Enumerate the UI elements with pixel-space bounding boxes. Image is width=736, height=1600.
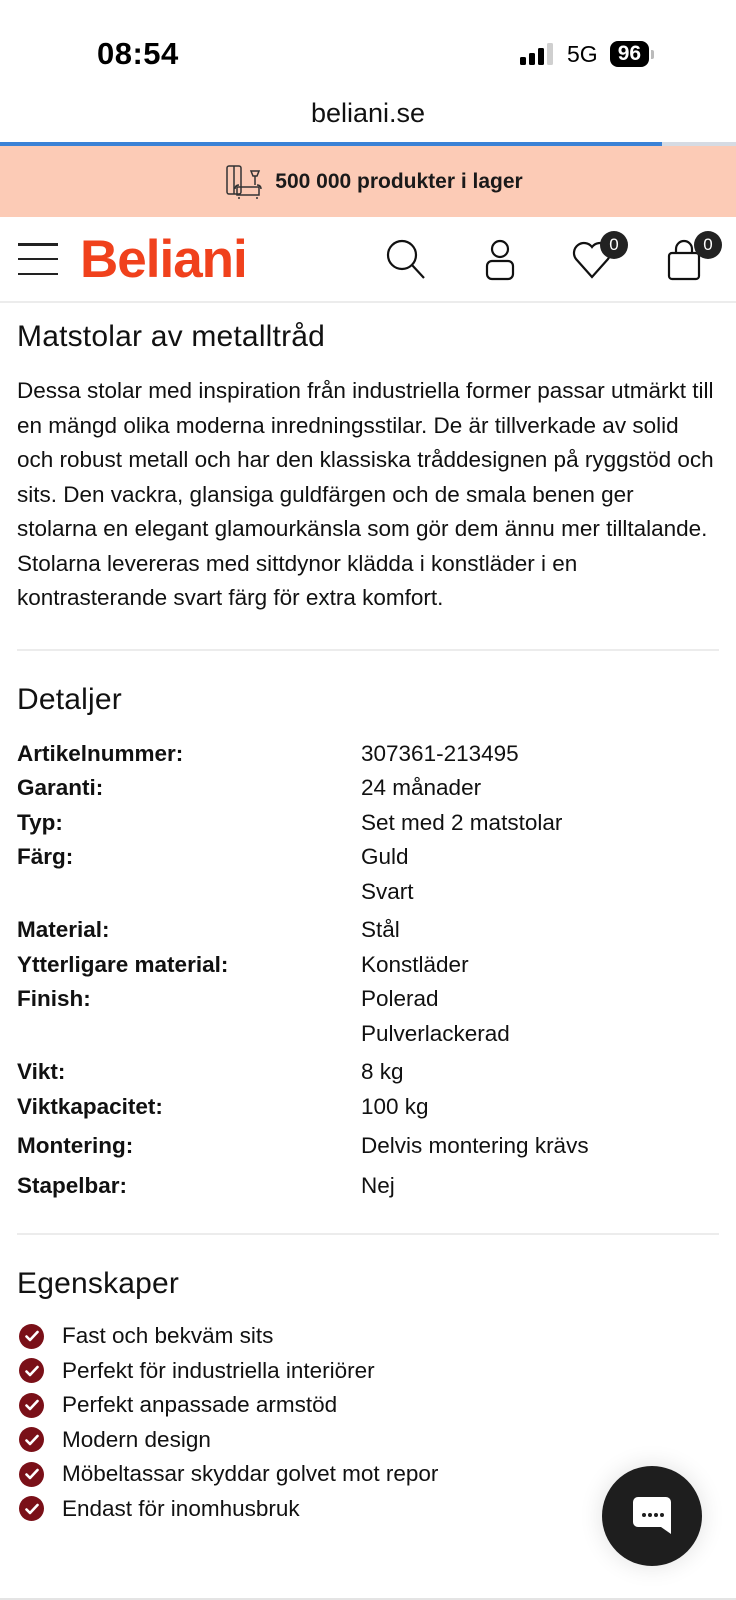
chat-button[interactable] (602, 1466, 702, 1566)
feature-text: Perfekt för industriella interiörer (62, 1357, 375, 1383)
detail-row (17, 771, 719, 806)
details-table (17, 737, 719, 1204)
detail-label: Montering: (17, 1133, 134, 1158)
feature-item (17, 1423, 719, 1458)
site-header (0, 217, 736, 303)
status-indicators (520, 40, 654, 68)
checkmark-icon (19, 1427, 44, 1452)
detail-value: Svart (361, 878, 414, 904)
status-bar (0, 0, 736, 100)
beliani-logo[interactable]: Beliani (80, 230, 247, 289)
product-info (17, 320, 719, 1526)
detail-label: Stapelbar: (17, 1172, 128, 1198)
network-type: 5G (567, 40, 598, 67)
detail-row (17, 1090, 719, 1125)
wishlist-count-badge: 0 (600, 231, 628, 259)
details-section (17, 683, 719, 1204)
detail-value: 100 kg (361, 1093, 429, 1119)
detail-row (17, 1169, 719, 1204)
detail-value: Set med 2 matstolar (361, 809, 563, 835)
status-time: 08:54 (97, 36, 179, 71)
detail-row (17, 948, 719, 983)
battery-tip (651, 50, 654, 59)
detail-label: Artikelnummer: (17, 740, 184, 766)
detail-value: 8 kg (361, 1059, 404, 1084)
detail-value: Stål (361, 917, 400, 942)
search-icon[interactable] (384, 237, 428, 281)
divider (17, 649, 719, 651)
detail-row (17, 982, 719, 1051)
checkmark-icon (19, 1358, 44, 1383)
menu-icon[interactable] (18, 243, 58, 275)
wishlist-button[interactable] (570, 235, 619, 281)
feature-text: Endast för inomhusbruk (62, 1495, 300, 1521)
detail-label: Finish: (17, 986, 91, 1011)
detail-row (17, 840, 719, 909)
detail-value: Polerad (361, 986, 439, 1011)
description-section (17, 320, 719, 616)
checkmark-icon (19, 1324, 44, 1349)
detail-label: Vikt: (17, 1059, 66, 1084)
detail-label: Viktkapacitet: (17, 1093, 163, 1119)
chat-bubble-icon (630, 1493, 674, 1539)
checkmark-icon (19, 1496, 44, 1521)
detail-value: Guld (361, 844, 409, 869)
feature-text: Fast och bekväm sits (62, 1323, 274, 1348)
feature-text: Modern design (62, 1426, 211, 1452)
feature-item (17, 1319, 719, 1354)
account-icon[interactable] (478, 237, 522, 281)
cart-count-badge: 0 (694, 231, 722, 259)
detail-row (17, 1129, 719, 1164)
detail-value: 24 månader (361, 775, 482, 800)
features-title: Egenskaper (17, 1267, 180, 1300)
detail-label: Material: (17, 917, 110, 942)
checkmark-icon (19, 1462, 44, 1487)
detail-value: Konstläder (361, 951, 469, 977)
feature-text: Möbeltassar skyddar golvet mot repor (62, 1461, 439, 1486)
feature-item (17, 1388, 719, 1423)
detail-value: Pulverlackerad (361, 1020, 510, 1046)
detail-value: Nej (361, 1172, 395, 1198)
signal-icon (520, 43, 553, 65)
product-description: Dessa stolar med inspiration från industriella former passar utmärkt till en mängd olika moderna inredningsstilar. De är tillverkade av solid och robust metall och har den klassiska tråddesignen på ryggstöd och sits. Den vackra, glansiga guldfärgen och de smala benen ger stolarna en elegant glamourkänsla som gör dem ännu mer tilltalande. Stolarna levereras med sittdynor klädda i konstläder i en kontrasterande svart färg för extra komfort. (17, 378, 714, 610)
detail-row (17, 737, 719, 772)
detail-label: Garanti: (17, 775, 104, 800)
checkmark-icon (19, 1393, 44, 1418)
promo-banner[interactable] (0, 146, 736, 217)
detail-label: Typ: (17, 809, 63, 835)
battery-icon: 96 (610, 41, 649, 67)
feature-text: Perfekt anpassade armstöd (62, 1392, 338, 1417)
product-title: Matstolar av metalltråd (17, 320, 326, 353)
detail-value: Delvis montering krävs (361, 1133, 589, 1158)
url-bar[interactable]: beliani.se (310, 98, 426, 128)
detail-row (17, 1055, 719, 1090)
furniture-icon (225, 163, 265, 201)
feature-item (17, 1354, 719, 1389)
detail-value: 307361-213495 (361, 740, 519, 766)
detail-row (17, 806, 719, 841)
details-title: Detaljer (17, 682, 122, 716)
cart-button[interactable] (664, 235, 713, 281)
divider (17, 1233, 719, 1235)
detail-label: Ytterligare material: (17, 951, 229, 977)
detail-row (17, 913, 719, 948)
promo-text: 500 000 produkter i lager (275, 169, 523, 193)
detail-label: Färg: (17, 844, 74, 869)
